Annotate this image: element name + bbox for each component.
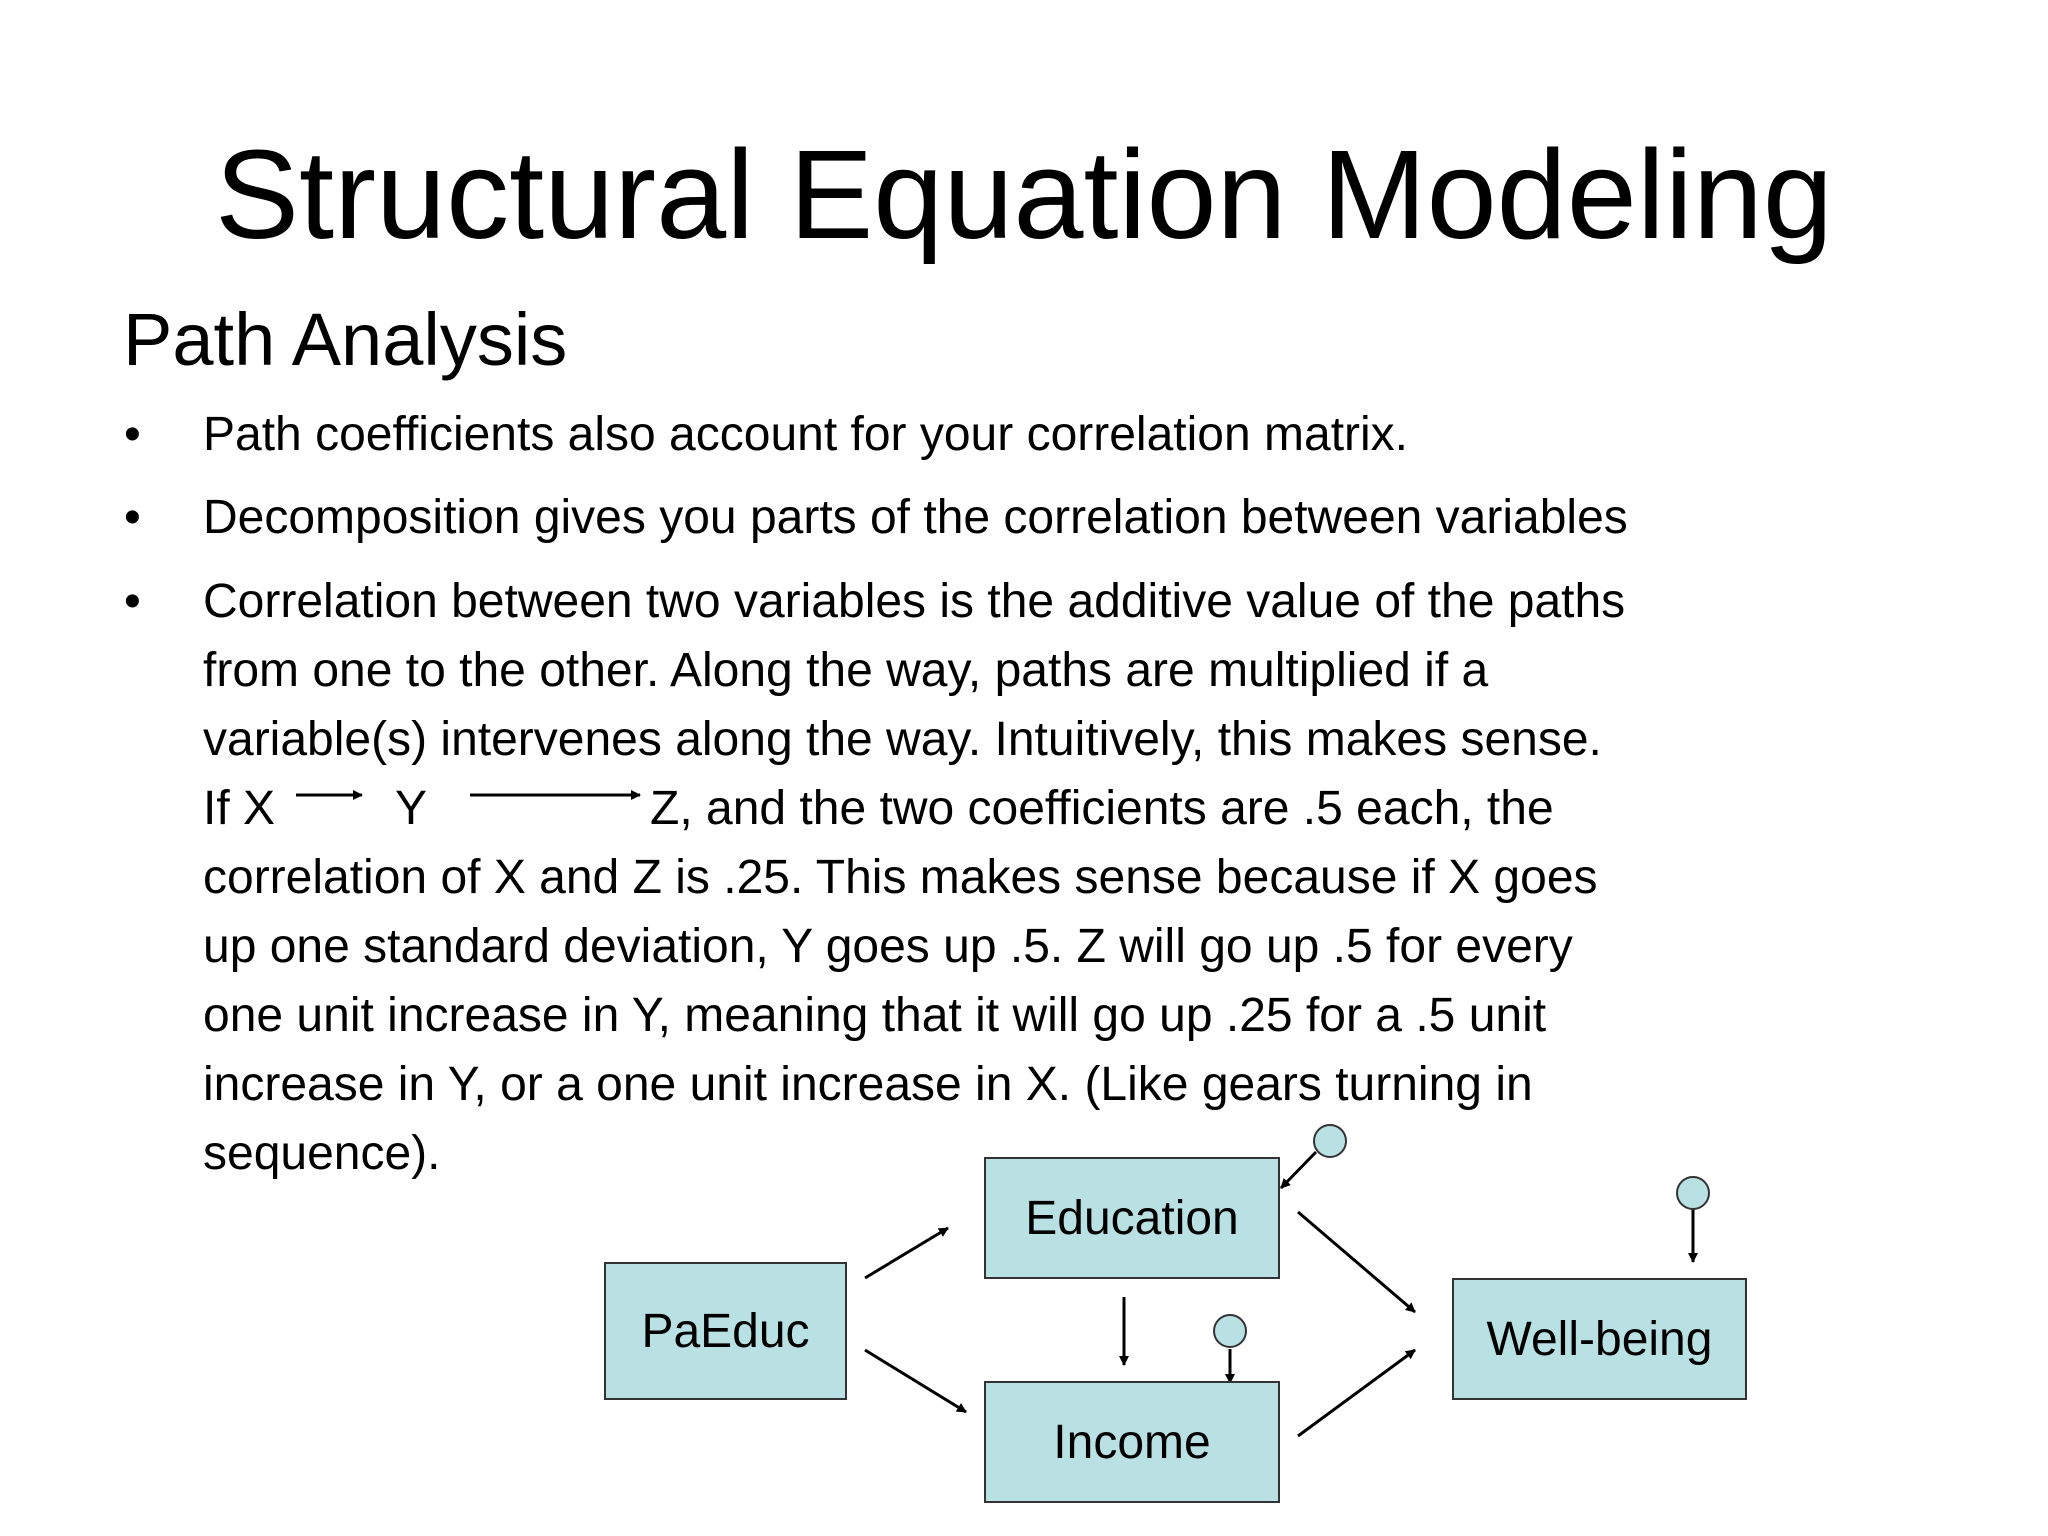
bullet-marker: • xyxy=(124,408,141,461)
node-income xyxy=(984,1381,1280,1503)
node-paeduc-label: PaEduc xyxy=(641,1304,810,1358)
example-prefix: If X xyxy=(203,782,276,835)
edge-paeduc-to-education xyxy=(865,1228,948,1278)
example-suffix: Z, and the two coefficients are .5 each, the xyxy=(650,782,1554,835)
bullet-marker: • xyxy=(124,575,141,628)
bullet-3-line-8: increase in Y, or a one unit increase in X. (Like gears turning in xyxy=(203,1058,1533,1111)
bullet-3-line-2: from one to the other. Along the way, paths are multiplied if a xyxy=(203,644,1489,697)
node-wellbeing xyxy=(1452,1278,1747,1400)
disturbance-circle-income xyxy=(1213,1314,1247,1348)
disturbance-circle-education xyxy=(1313,1124,1347,1158)
bullet-3-line-6: up one standard deviation, Y goes up .5. Z will go up .5 for every xyxy=(203,920,1573,973)
bullet-3-line-5: correlation of X and Z is .25. This makes sense because if X goes xyxy=(203,851,1598,904)
slide-subtitle: Path Analysis xyxy=(123,298,568,381)
bullet-1-line-1: Path coefficients also account for your correlation matrix. xyxy=(203,408,1409,461)
node-wellbeing-label: Well-being xyxy=(1486,1312,1713,1366)
example-middle: Y xyxy=(395,782,428,835)
bullet-3-line-9: sequence). xyxy=(203,1127,441,1180)
edge-education-to-wellbeing xyxy=(1298,1212,1415,1312)
node-income-label: Income xyxy=(1053,1415,1211,1469)
disturbance-arrow-education xyxy=(1281,1152,1316,1188)
bullet-3-line-3: variable(s) intervenes along the way. Intuitively, this makes sense. xyxy=(203,713,1602,766)
node-education-label: Education xyxy=(1025,1191,1239,1245)
edge-paeduc-to-income xyxy=(865,1350,966,1412)
node-education xyxy=(984,1157,1280,1279)
bullet-3-line-1: Correlation between two variables is the additive value of the paths xyxy=(203,575,1626,628)
bullet-marker: • xyxy=(124,491,141,544)
slide-title: Structural Equation Modeling xyxy=(215,124,1833,265)
edge-income-to-wellbeing xyxy=(1298,1350,1415,1436)
disturbance-circle-wellbeing xyxy=(1676,1176,1710,1210)
node-paeduc xyxy=(604,1262,847,1400)
bullet-2-line-1: Decomposition gives you parts of the correlation between variables xyxy=(203,491,1628,544)
bullet-3-line-7: one unit increase in Y, meaning that it will go up .25 for a .5 unit xyxy=(203,989,1547,1042)
